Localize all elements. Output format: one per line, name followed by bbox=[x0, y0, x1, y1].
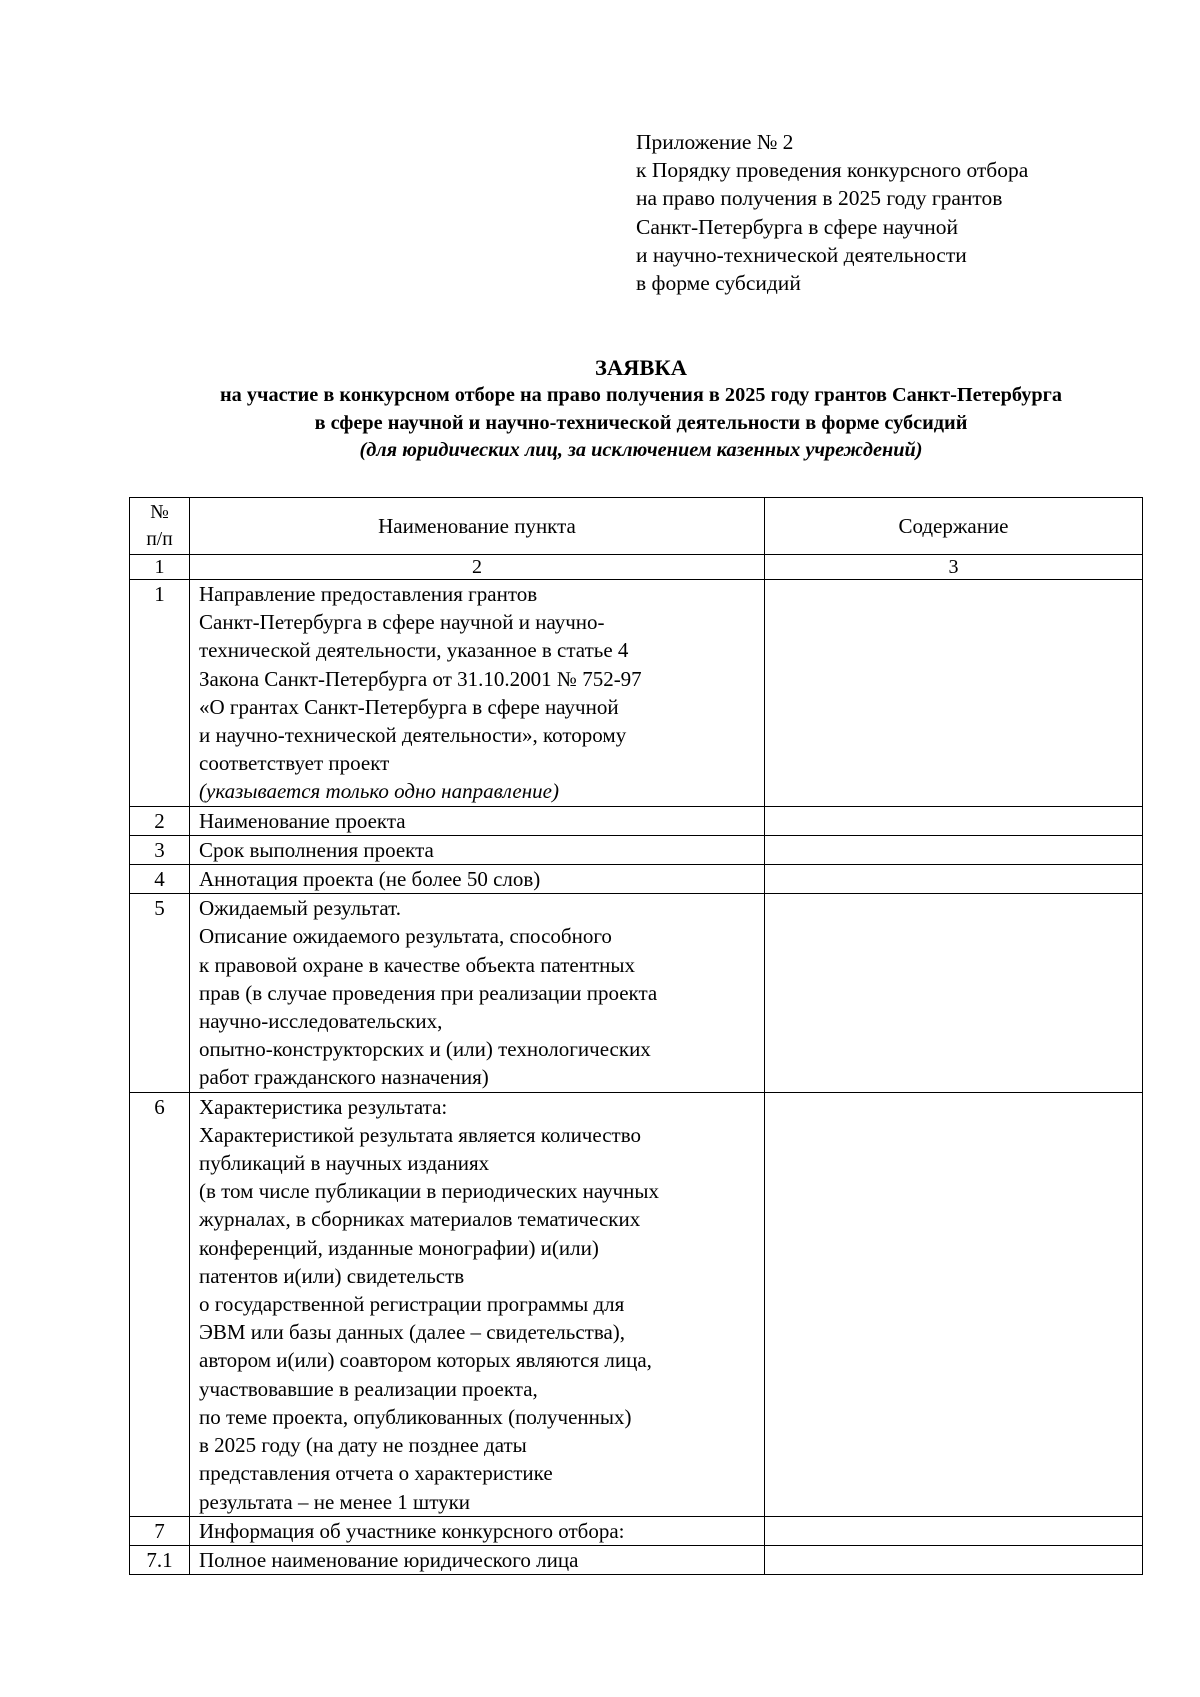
header-number-symbol: № bbox=[150, 502, 169, 523]
row-item-line: прав (в случае проведения при реализации проекта bbox=[199, 980, 658, 1005]
row-item-line: научно-исследовательских, bbox=[199, 1009, 443, 1034]
row-item-note: (указывается только одно направление) bbox=[199, 779, 559, 804]
table-row bbox=[130, 865, 1143, 894]
row-number: 7.1 bbox=[130, 1545, 190, 1574]
row-item-line: Закона Санкт-Петербурга от 31.10.2001 № 752-97 bbox=[199, 666, 642, 691]
row-item-name bbox=[190, 865, 765, 894]
row-content-cell[interactable] bbox=[765, 865, 1143, 894]
appendix-line: к Порядку проведения конкурсного отбора bbox=[636, 158, 1029, 183]
row-item-line: работ гражданского назначения) bbox=[199, 1065, 489, 1090]
row-number: 2 bbox=[130, 806, 190, 835]
row-item-line: ЭВМ или базы данных (далее – свидетельства), bbox=[199, 1320, 626, 1345]
row-item-line: участвовавшие в реализации проекта, bbox=[199, 1376, 538, 1401]
row-item-line: технической деятельности, указанное в статье 4 bbox=[199, 638, 629, 663]
row-item-line: результата – не менее 1 штуки bbox=[199, 1489, 471, 1514]
table-row bbox=[130, 894, 1143, 1092]
row-item-line: «О грантах Санкт-Петербурга в сфере научной bbox=[199, 694, 619, 719]
title-note: (для юридических лиц, за исключением казенных учреждений) bbox=[359, 439, 923, 461]
row-item-name bbox=[190, 806, 765, 835]
row-item-line: (в том числе публикации в периодических научных bbox=[199, 1179, 659, 1204]
appendix-reference bbox=[636, 128, 1028, 297]
table-row bbox=[130, 835, 1143, 864]
row-item-line: Ожидаемый результат. bbox=[199, 896, 401, 921]
column-number: 1 bbox=[130, 555, 190, 580]
table-row bbox=[130, 806, 1143, 835]
row-item-line: конференций, изданные монографии) и(или) bbox=[199, 1235, 599, 1260]
row-item-line: Характеристикой результата является количество bbox=[199, 1122, 641, 1147]
table-row bbox=[130, 1516, 1143, 1545]
title-subtitle-line-1: на участие в конкурсном отборе на право получения в 2025 году грантов Санкт-Петербурга bbox=[220, 384, 1062, 406]
document-title: ЗАЯВКА bbox=[595, 355, 687, 380]
row-item-line: Наименование проекта bbox=[199, 808, 406, 833]
table-row bbox=[130, 1092, 1143, 1516]
table-header-row bbox=[130, 498, 1143, 555]
appendix-line: Санкт-Петербурга в сфере научной bbox=[636, 214, 958, 239]
row-content-cell[interactable] bbox=[765, 1516, 1143, 1545]
row-item-line: о государственной регистрации программы для bbox=[199, 1292, 625, 1317]
row-item-line: Аннотация проекта (не более 50 слов) bbox=[199, 867, 541, 892]
row-item-line: к правовой охране в качестве объекта патентных bbox=[199, 952, 635, 977]
row-content-cell[interactable] bbox=[765, 894, 1143, 1092]
row-item-line: соответствует проект bbox=[199, 751, 390, 776]
row-content-cell[interactable] bbox=[765, 835, 1143, 864]
row-number: 6 bbox=[130, 1092, 190, 1516]
row-item-line: Санкт-Петербурга в сфере научной и научно- bbox=[199, 610, 605, 635]
row-item-name bbox=[190, 894, 765, 1092]
row-item-name bbox=[190, 835, 765, 864]
row-item-line: Полное наименование юридического лица bbox=[199, 1547, 579, 1572]
appendix-line: в форме субсидий bbox=[636, 271, 801, 296]
appendix-line: на право получения в 2025 году грантов bbox=[636, 186, 1003, 211]
row-item-line: публикаций в научных изданиях bbox=[199, 1151, 490, 1176]
row-item-line: Характеристика результата: bbox=[199, 1094, 448, 1119]
row-item-line: представления отчета о характеристике bbox=[199, 1461, 553, 1486]
title-subtitle-line-2: в сфере научной и научно-технической деятельности в форме субсидий bbox=[314, 411, 968, 434]
row-item-line: Информация об участнике конкурсного отбора: bbox=[199, 1518, 625, 1543]
row-item-name bbox=[190, 1516, 765, 1545]
row-content-cell[interactable] bbox=[765, 1092, 1143, 1516]
column-number: 2 bbox=[190, 555, 765, 580]
header-number-abbrev: п/п bbox=[146, 529, 173, 550]
row-content-cell[interactable] bbox=[765, 1545, 1143, 1574]
row-item-name bbox=[190, 1545, 765, 1574]
header-content-cell: Содержание bbox=[765, 498, 1143, 555]
row-number: 7 bbox=[130, 1516, 190, 1545]
row-item-line: журналах, в сборниках материалов тематических bbox=[199, 1207, 641, 1232]
row-content-cell[interactable] bbox=[765, 580, 1143, 807]
row-item-line: и научно-технической деятельности», которому bbox=[199, 723, 627, 748]
row-item-line: по теме проекта, опубликованных (полученных) bbox=[199, 1404, 632, 1429]
row-item-name bbox=[190, 1092, 765, 1516]
row-item-line: в 2025 году (на дату не позднее даты bbox=[199, 1433, 527, 1458]
row-item-line: Направление предоставления грантов bbox=[199, 582, 538, 606]
row-item-line: Описание ожидаемого результата, способного bbox=[199, 924, 612, 949]
row-item-line: патентов и(или) свидетельств bbox=[199, 1263, 465, 1288]
table-row bbox=[130, 580, 1143, 807]
table-row bbox=[130, 1545, 1143, 1574]
column-number: 3 bbox=[765, 555, 1143, 580]
appendix-line: Приложение № 2 bbox=[636, 130, 794, 154]
application-form-table bbox=[129, 497, 1143, 1575]
row-number: 1 bbox=[130, 580, 190, 807]
document-title-block bbox=[118, 354, 1164, 464]
appendix-line: и научно-технической деятельности bbox=[636, 242, 967, 267]
row-number: 3 bbox=[130, 835, 190, 864]
row-content-cell[interactable] bbox=[765, 806, 1143, 835]
header-name-cell: Наименование пункта bbox=[190, 498, 765, 555]
row-item-line: Срок выполнения проекта bbox=[199, 837, 434, 862]
header-number-cell bbox=[130, 498, 190, 555]
row-number: 4 bbox=[130, 865, 190, 894]
row-item-name bbox=[190, 580, 765, 807]
row-number: 5 bbox=[130, 894, 190, 1092]
row-item-line: опытно-конструкторских и (или) технологических bbox=[199, 1037, 651, 1062]
column-number-row bbox=[130, 555, 1143, 580]
row-item-line: автором и(или) соавтором которых являются лица, bbox=[199, 1348, 652, 1373]
